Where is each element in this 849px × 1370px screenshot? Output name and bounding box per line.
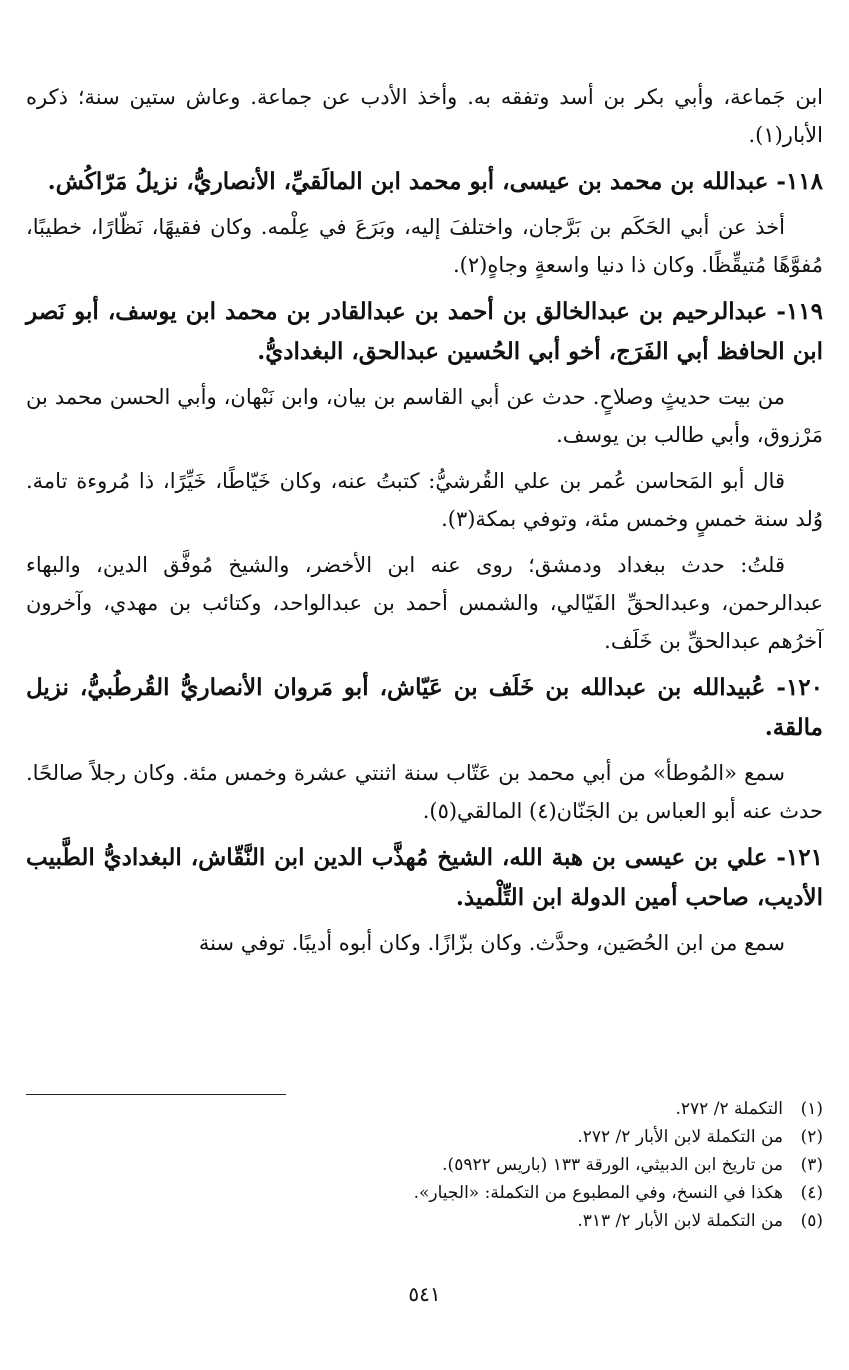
paragraph: ابن جَماعة، وأبي بكر بن أسد وتفقه به. وأخذ الأدب عن جماعة. وعاش ستين سنة؛ ذكره الأبار(١). (26, 85, 823, 147)
footnote-text: التكملة ٢/ ٢٧٢. (675, 1099, 783, 1119)
entry-heading-118: ١١٨- عبدالله بن محمد بن عيسى، أبو محمد ابن المالَقيِّ، الأنصاريُّ، نزيلُ مَرّاكُش. (47, 168, 823, 195)
footnote-item (26, 1123, 823, 1151)
paragraph: قال أبو المَحاسن عُمر بن علي القُرشيُّ: كتبتُ عنه، وكان خَيّاطًا، خَيِّرًا، ذا مُروءة تامة. وُلد سنة خمسٍ وخمس مئة، وتوفي بمكة(٣). (26, 469, 823, 531)
paragraph: سمع من ابن الحُصَين، وحدَّث. وكان بزّازًا. وكان أبوه أديبًا. توفي سنة (198, 931, 785, 955)
footnote-number: (١) (800, 1099, 823, 1119)
footnote-item (26, 1095, 823, 1123)
footnote-divider (26, 1094, 286, 1095)
footnote-item (26, 1179, 823, 1207)
footnote-item (26, 1151, 823, 1179)
footnote-text: من تاريخ ابن الدبيثي، الورقة ١٣٣ (باريس ٥٩٢٢). (442, 1155, 783, 1175)
footnote-number: (٤) (800, 1183, 823, 1203)
footnote-text: هكذا في النسخ، وفي المطبوع من التكملة: «الجيار». (413, 1183, 783, 1203)
footnote-text: من التكملة لابن الأبار ٢/ ٢٧٢. (577, 1127, 783, 1147)
page-number: ٥٤١ (408, 1282, 441, 1306)
footnotes (26, 1094, 823, 1235)
entry-heading-121: ١٢١- علي بن عيسى بن هبة الله، الشيخ مُهذَّب الدين ابن النَّقّاش، البغداديُّ الطَّبيب الأديب، صاحب أمين الدولة ابن التِّلْميذ. (26, 844, 823, 911)
paragraph: قلتُ: حدث ببغداد ودمشق؛ روى عنه ابن الأخضر، والشيخ مُوفَّق الدين، والبهاء عبدالرحمن، وعبدالحقِّ الفَيّالي، والشمس أحمد بن عبدالواحد، وكتائب بن مهدي، وآخرون آخرُهم عبدالحقِّ بن خَلَف. (26, 553, 823, 653)
footnote-number: (٥) (800, 1211, 823, 1231)
paragraph: أخذ عن أبي الحَكَم بن بَرَّجان، واختلفَ إليه، وبَرَعَ في عِلْمه. وكان فقيهًا، نَظّارًا، خطيبًا، مُفوَّهًا مُتيقِّظًا. وكان ذا دنيا واسعةٍ وجاهٍ(٢). (26, 215, 823, 277)
footnote-number: (٢) (800, 1127, 823, 1147)
main-text (26, 78, 823, 962)
entry-heading-120: ١٢٠- عُبيدالله بن عبدالله بن خَلَف بن عَيّاش، أبو مَروان الأنصاريُّ القُرطُبيُّ، نزيل مالقة. (26, 674, 823, 741)
footnote-text: من التكملة لابن الأبار ٢/ ٣١٣. (577, 1211, 783, 1231)
footnote-number: (٣) (800, 1155, 823, 1175)
entry-heading-119: ١١٩- عبدالرحيم بن عبدالخالق بن أحمد بن عبدالقادر بن محمد ابن يوسف، أبو نَصر ابن الحافظ أبي الفَرَج، أخو أبي الحُسين عبدالحق، البغداديُّ. (26, 298, 823, 365)
footnote-item (26, 1207, 823, 1235)
paragraph: سمع «المُوطأ» من أبي محمد بن عَتّاب سنة اثنتي عشرة وخمس مئة. وكان رجلاً صالحًا. حدث عنه أبو العباس بن الجَنّان(٤) المالقي(٥). (26, 761, 823, 823)
paragraph: من بيت حديثٍ وصلاحٍ. حدث عن أبي القاسم بن بيان، وابن نَبْهان، وأبي الحسن محمد بن مَرْزوق، وأبي طالب بن يوسف. (26, 385, 823, 447)
